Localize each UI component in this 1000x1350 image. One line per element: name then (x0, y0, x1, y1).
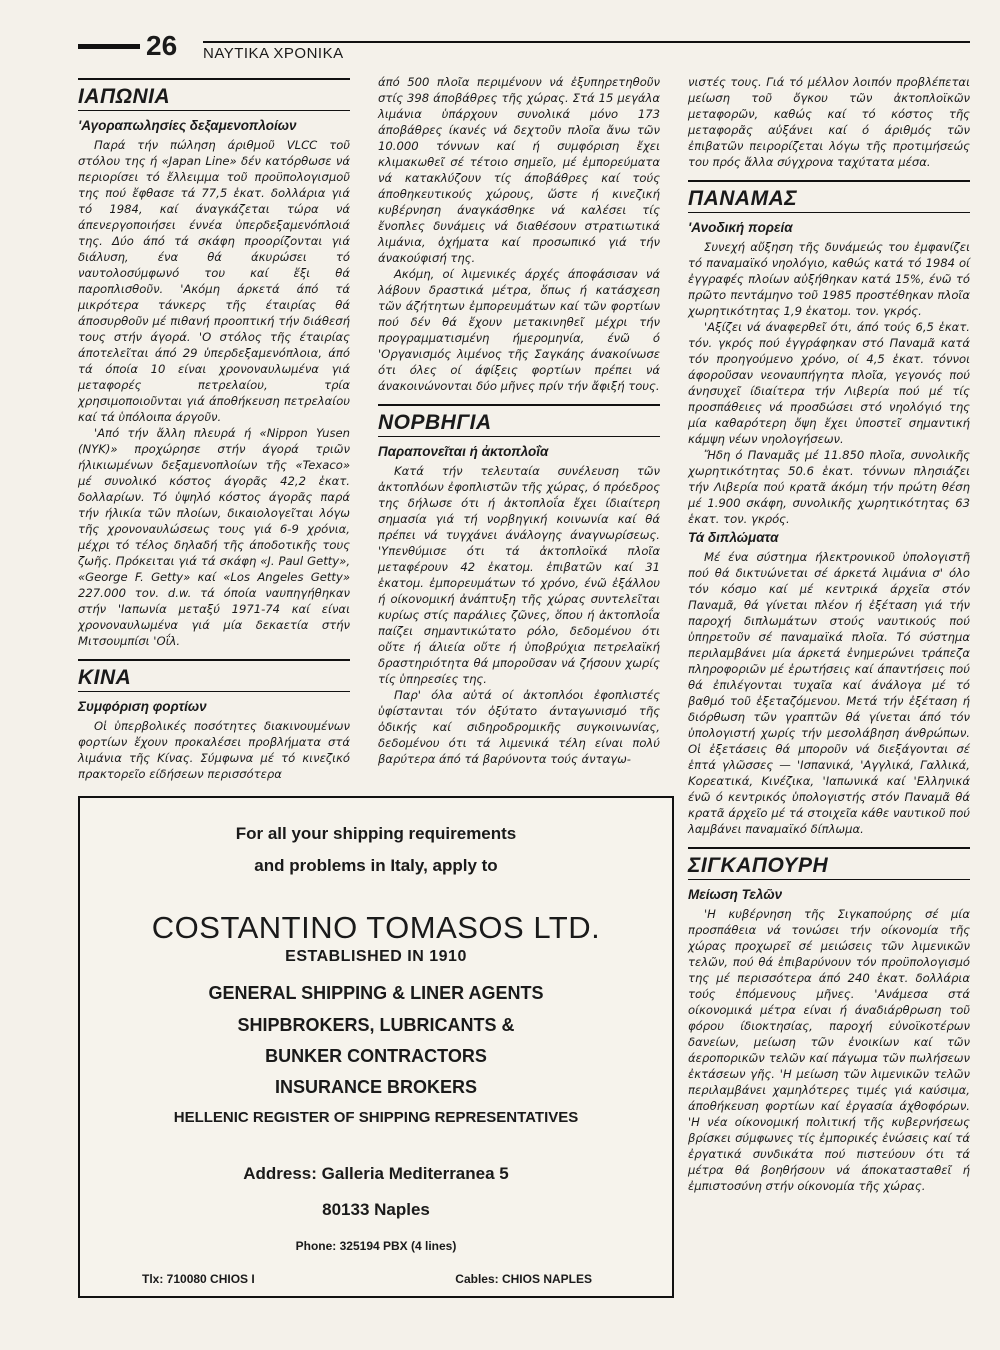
ad-cables: Cables: CHIOS NAPLES (455, 1272, 592, 1286)
ad-services-1: GENERAL SHIPPING & LINER AGENTS (208, 983, 544, 1003)
ad-register: HELLENIC REGISTER OF SHIPPING REPRESENTATIVES (173, 1109, 579, 1126)
paragraph: Συνεχή αὔξηση τῆς δυνάμεώς του ἐμφανίζει τό παναμαϊκό νηολόγιο, καθώς κατά τό 1984 οί ἐγγραφές πλοίων αὐξήθηκαν κατά 15%, ένῶ τό πρῶτο πεντάμηνο τοῦ 1985 προστέθηκαν πλοῖα χωρητικότητας 1,9 ἑκατομ. τον. γκρός. (688, 240, 970, 318)
subtitle-singapore: Μείωση Τελῶν (688, 887, 783, 902)
subtitle-panama: 'Ανοδική πορεία (688, 220, 793, 235)
section-title-japan: ΙΑΠΩΝΙΑ (78, 78, 350, 110)
paragraph: Παρ' όλα αὐτά οί ἀκτοπλόοι ἐφοπλιστές ὑφίστανται τόν ὀξύτατο άνταγωνισμό τῆς ὀδικής καί σιδηροδρομικῆς συγκοινωνίας, δεδομένου ότι τά λιμενικά τέλη είναι πολύ βαρύτερα άπό τά βαρύνοντα τούς άνταγω- (378, 688, 660, 766)
subtitle-diplomas: Τά διπλώματα (688, 530, 779, 545)
ad-phone: Phone: 325194 PBX (4 lines) (295, 1239, 457, 1253)
header-rule-thin (203, 41, 970, 43)
paragraph: άπό 500 πλοῖα περιμένουν νά ἐξυπηρετηθοῦν στίς 398 άποβάθρες τῆς χώρας. Στά 15 μεγάλα λιμάνια ὑπάρχουν συνολικά μόνο 173 άποβάθρες ίκανές νά δεχτοῦν πλοῖα ἄνω τῶν 10.000 τόννων καί ή συμφόριση ἔχει κλιμακωθεῖ σέ τέτοιο σημεῖο, μέ ἐμπορεύματα νά κατακλύζουν τίς άποβάθρες καί τούς άποθηκευτικούς χώρους, ὥστε ή κινεζική κυβέρνηση άναγκάσθηκε νά καλέσει τίς ἔνοπλες δυνάμεις νά διαθέσουν στρατιωτικά λιμάνια, ὀχήματα καί προσωπικό γιά τήν άνακούφισή της. (378, 75, 660, 265)
paragraph: Ἤδη ό Παναμᾶς μέ 11.850 πλοῖα, συνολικῆς χωρητικότητας 50.6 ἑκατ. τόννων πλησιάζει τήν Λιβερία πού κρατᾶ άκόμη τήν πρώτη θέση μέ 1.900 σκάφη, συνολικῆς χωρητικότητας 63 ἑκατ. τον. γκρός. (688, 448, 970, 526)
paragraph: 'Η κυβέρνηση τῆς Σιγκαπούρης σέ μία προσπάθεια νά τονώσει τήν οίκονομία τῆς χώρας προχωρεῖ σέ μειώσεις τῶν λιμενικῶν τελῶν, πού θά ἐπιβαρύνουν τόν προϋπολογισμό της μέ περισσότερα άπό 240 ἑκατ. δολλάρια τούς ἑπόμενους μῆνες. 'Ανάμεσα στά οίκονομικά μέτρα είναι ή άναδιάρθρωση τοῦ φόρου ίδιοκτησίας, παροχή εὐνοϊκοτέρων δανείων, μείωση τῶν ἐνοικίων καί τῶν άεροπορικῶν τελῶν καί πάγωμα τῶν πωλήσεων ἐκτάσεων γῆς. 'Η μείωση τῶν λιμενικῶν τελῶν περιλαμβάνει χαμηλότερες τιμές γιά καύσιμα, άποθήκευση φορτίων καί ἐργασία άχθοφόρων. 'Η νέα οίκονομική πολιτική τῆς κυβερνήσεως βρίσκει σύμφωνες τίς ἐμπορικές ἐνώσεις καί τά ἐργατικά συνδικάτα πού πιστεύουν ότι τά μέτρα θά βοηθήσουν νά άποκατασταθεῖ ή ἐμπιστοσύνη στήν οίκονομία τῆς χώρας. (688, 907, 970, 1193)
paragraph: Παρά τήν πώληση άριθμοῦ VLCC τοῦ στόλου της ή «Japan Line» δέν κατόρθωσε νά περιορίσει τό ἔλλειμμα τοῦ προϋπολογισμοῦ της πού ἔφθασε τά 77,5 ἑκατ. δολλάρια γιά τό 1984, καί άναγκάζεται τώρα νά άπενεργοποιήσει έννέα ὑπερδεξαμενόπλοιά της. Δύο άπό τά σκάφη προορίζονται γιά διάλυση, ένα θά άκυρώσει τό ναυτολοσύμφωνό του καί ἔξι θά παροπλισθοῦν. 'Ακόμη άρκετά άπό τά μικρότερα τάνκερς τῆς έταιρίας θά άποσυρθοῦν μέ πιθανή προοπτική τήν διάθεσή τους στήν άγορά. 'Ο στόλος τῆς έταιρίας άποτελεῖται άπό 29 ὑπερδεξαμενόπλοια, άπό τά όποία 10 είναι χρονοναυλωμένα γιά μεταφορές πετρελαίου, τρία χρησιμοποιοῦνται γιά άποθήκευση πετρελαίου καί τά ὑπόλοιπα άργοῦν. (78, 138, 350, 424)
ad-city: 80133 Naples (322, 1200, 430, 1219)
advertisement-box (78, 796, 674, 1298)
column-1 (78, 78, 350, 782)
ad-company-name: COSTANTINO TOMASOS LTD. (151, 910, 601, 945)
ad-line-1: For all your shipping requirements (235, 824, 517, 843)
subtitle-china: Συμφόριση φορτίων (78, 699, 207, 714)
ad-address: Address: Galleria Mediterranea 5 (243, 1164, 509, 1183)
ad-services-2: SHIPBROKERS, LUBRICANTS & (237, 1015, 515, 1035)
ad-services-4: INSURANCE BROKERS (274, 1077, 478, 1097)
ad-services-3: BUNKER CONTRACTORS (265, 1046, 487, 1066)
section-title-china: ΚΙΝΑ (78, 659, 350, 691)
page-number: 26 (146, 30, 178, 61)
subtitle-japan: 'Αγοραπωλησίες δεξαμενοπλοίων (78, 118, 297, 133)
paragraph: Οἱ ὑπερβολικές ποσότητες διακινουμένων φορτίων ἔχουν προκαλέσει προβλήματα στά λιμάνια τῆς Κίνας. Σύμφωνα μέ τό κινεζικό πρακτορεῖο είδήσεων περισσότερα (78, 719, 350, 781)
paragraph: 'Από τήν ἄλλη πλευρά ή «Nippon Yusen (NYK)» προχώρησε στήν άγορά τριῶν ήλικιωμένων δεξαμενοπλοίων τῆς «Texaco» μέ συνολικό κόστος άγορᾶς 42,2 ἑκατ. δολλαρίων. Τό ὑψηλό κόστος άγορᾶς παρά τήν ήλικία τῶν πλοίων, δικαιολογεῖται λόγω τῆς χρονοναυλώσεως τους γιά 6-9 χρόνια, μέχρι τό τέλος δηλαδή τῆς άποδοτικῆς τους ζωῆς. Πρόκειται γιά τά σκάφη «J. Paul Getty», «George F. Getty» καί «Los Angeles Getty» 227.000 τον. d.w. τά όποία ναυπηγήθηκαν στήν 'Ιαπωνία μεταξύ 1971-74 καί είναι χρονοναυλωμένα γιά μία δεκαετία στήν Μιτσουμπίσι 'Οΐλ. (78, 426, 350, 648)
subtitle-norway: Παραπονεῖται ή ἀκτοπλοΐα (378, 444, 549, 459)
paragraph: Μέ ένα σύστημα ήλεκτρονικοῦ ὑπολογιστῆ πού θά δικτυώνεται σέ άρκετά λιμάνια σ' όλο τόν κόσμο καί μέ κεντρικά άρχεῖα στόν Παναμᾶ, θά γίνεται πλέον ή ἐξέταση γιά τήν παροχή διπλωμάτων στούς ναυτικούς πού ὑπηρετοῦν σέ παναμαϊκά πλοῖα. Τό σύστημα περιλαμβάνει μία άρκετά ἐνημερώνει τράπεζα πληροφοριῶν μέ ἐρωτήσεις καί άπαντήσεις πού θά ἐπιλέγονται τυχαῖα καί άνάλογα μέ τό βαθμό τοῦ ἐξεταζόμενου. Μετά τήν ἐξέταση ή διόρθωση τῶν γραπτῶν θά γίνεται άπό τόν ὑπολογιστή χωρίς τήν μεσολάβηση άνθρώπων. Οἱ ἐξετάσεις θά μποροῦν νά διεξάγονται σέ ἑπτά γλῶσσες — 'Ισπανικά, 'Αγγλικά, Γαλλικά, Κορεατικά, Κινέζικα, 'Ιαπωνικά καί 'Ελληνικά ένῶ ό κεντρικός ὑπολογιστής στόν Παναμᾶ θά κρατᾶ άρχεῖο μέ τά στοιχεῖα κάθε ναυτικοῦ πού λαμβάνει παναμαϊκό δίπλωμα. (688, 550, 970, 836)
section-title-norway: ΝΟΡΒΗΓΙΑ (378, 404, 660, 436)
column-3 (688, 74, 970, 1194)
paragraph: Κατά τήν τελευταία συνέλευση τῶν ἀκτοπλόων ἐφοπλιστῶν τῆς χώρας, ό πρόεδρος της δήλωσε ότι ή ἀκτοπλοΐα ἔχει ίδιαίτερη σημασία γιά τή νορβηγική κοινωνία καί θά πρέπει νά τυγχάνει άνάλογης άναγνωρίσεως. 'Υπενθύμισε ότι τά ἀκτοπλοϊκά πλοῖα μεταφέρουν 42 ἑκατομ. ἐπιβατῶν καί 31 ἑκατομ. ἐμπορευμάτων τό χρόνο, ένῶ ἐξάλλου ή οίκονομική ἀνάπτυξη τῆς χώρας συντελεῖται κυρίως στίς παράλιες ζῶνες, ὅπου ή ἀκτοπλοΐα παίζει σημαντικώτατο ρόλο, δεδομένου ότι οὔτε ή άλιεία οὔτε ή ὑποβρύχια πετρελαϊκή δραστηριότητα θά μποροῦσαν νά ζήσουν χωρίς τίς ὑπηρεσίες της. (378, 464, 660, 686)
header-rule-left (78, 44, 140, 49)
paragraph: 'Αξίζει νά άναφερθεῖ ότι, άπό τούς 6,5 ἑκατ. τόν. γκρός πού ἐγγράφηκαν στό Παναμᾶ κατά τόν προηγούμενο χρόνο, οί 4,5 ἑκατ. τόννοι άφοροῦσαν νεοναυπήγητα πλοῖα, γεγονός πού άνησυχεῖ ίδιαίτερα τήν Λιβερία πού μέ τίς προσπάθειες νά προσδώσει στό νηολόγιό της μία καθαρότερη ὄψη ἔχει ὑποστεῖ σημαντική κάμψη νέων νηολογήσεων. (688, 320, 970, 446)
section-title-panama: ΠΑΝΑΜΑΣ (688, 180, 970, 212)
ad-established: ESTABLISHED IN 1910 (285, 948, 467, 965)
paragraph: νιστές τους. Γιά τό μέλλον λοιπόν προβλέπεται μείωση τοῦ ὄγκου τῶν ἀκτοπλοϊκῶν μεταφορῶν, καθώς καί τό κόστος τῆς μεταφορᾶς αὐξάνει καί ό άριθμός τῶν ἐπιβατῶν πειρορίζεται λόγω τῆς προτιμήσεώς του πρός ἄλλα σύγχρονα ταχύτατα μέσα. (688, 75, 970, 169)
ad-telex: Tlx: 710080 CHIOS I (142, 1272, 255, 1286)
section-title-singapore: ΣΙΓΚΑΠΟΥΡΗ (688, 847, 970, 879)
paragraph: Ακόμη, οί λιμενικές άρχές άποφάσισαν νά λάβουν δραστικά μέτρα, ὅπως ή κατάσχεση τῶν άζήτητων ἐμπορευμάτων καί τῶν φορτίων πού δέν θά ἔχουν μετακινηθεῖ μέχρι τήν προγραμματισμένη ήμερομηνία, ένῶ ό 'Οργανισμός λιμένος τῆς Σαγκάης άνακοίνωσε ότι όλες οί άφίξεις φορτίων πρέπει νά άνακοινώνονται δύο μῆνες πρίν τήν ἄφιξή τους. (378, 267, 660, 393)
ad-line-2: and problems in Italy, apply to (254, 856, 498, 875)
column-2 (378, 74, 660, 767)
publication-title: ΝΑΥΤΙΚΑ ΧΡΟΝΙΚΑ (203, 45, 344, 62)
